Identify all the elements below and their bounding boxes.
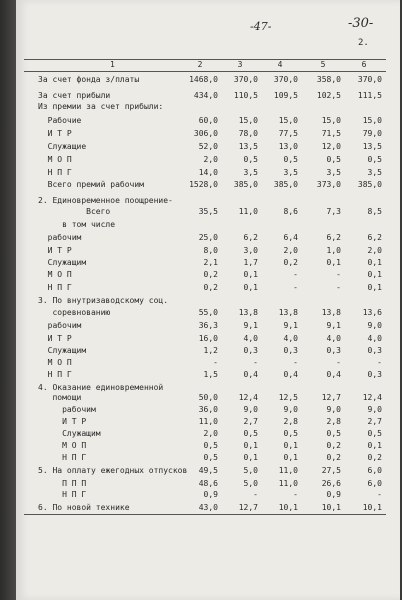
cell-col-3: - bbox=[253, 490, 258, 499]
table-row bbox=[0, 129, 400, 139]
cell-col-5: - bbox=[336, 270, 341, 279]
cell-col-4: 8,6 bbox=[283, 207, 298, 216]
cell-col-3: 385,0 bbox=[233, 180, 258, 189]
cell-col-4: 9,0 bbox=[283, 405, 298, 414]
table-row bbox=[0, 75, 400, 85]
row-label: Служащим bbox=[38, 258, 87, 267]
cell-col-6: 3,5 bbox=[367, 168, 382, 177]
cell-col-4: - bbox=[293, 358, 298, 367]
row-label: в том числе bbox=[38, 220, 116, 229]
cell-col-3: 370,0 bbox=[233, 75, 258, 84]
row-label: Н П Г bbox=[38, 490, 87, 499]
row-label: Служащие bbox=[38, 142, 87, 151]
cell-col-4: 0,5 bbox=[283, 429, 298, 438]
cell-col-4: 11,0 bbox=[278, 466, 298, 475]
cell-col-6: - bbox=[377, 490, 382, 499]
table-row bbox=[0, 220, 400, 230]
cell-col-4: 77,5 bbox=[278, 129, 298, 138]
cell-col-4: 2,8 bbox=[283, 417, 298, 426]
row-label: И Т Р bbox=[38, 417, 87, 426]
cell-col-4: 13,8 bbox=[278, 308, 298, 317]
header-col-1: 1 bbox=[110, 60, 115, 69]
row-label: Н П Г bbox=[38, 168, 72, 177]
page-number-handwritten: -30- bbox=[348, 16, 374, 31]
cell-col-6: 0,1 bbox=[367, 441, 382, 450]
table-header bbox=[0, 60, 400, 70]
cell-col-6: 9,0 bbox=[367, 321, 382, 330]
table-row bbox=[0, 102, 400, 112]
cell-col-6: 370,0 bbox=[357, 75, 382, 84]
row-label: 4. Оказание единовременной bbox=[38, 383, 164, 392]
cell-col-2: 60,0 bbox=[198, 116, 218, 125]
cell-col-5: 6,2 bbox=[326, 233, 341, 242]
cell-col-2: 49,5 bbox=[198, 466, 218, 475]
table-row bbox=[0, 370, 400, 380]
cell-col-4: 2,0 bbox=[283, 246, 298, 255]
cell-col-3: 0,5 bbox=[243, 155, 258, 164]
cell-col-5: 12,0 bbox=[321, 142, 341, 151]
header-col-4: 4 bbox=[277, 60, 283, 69]
row-label: Рабочие bbox=[38, 116, 82, 125]
cell-col-4: 15,0 bbox=[278, 116, 298, 125]
table-row bbox=[0, 270, 400, 280]
row-label: П П П bbox=[38, 479, 87, 488]
table-row bbox=[0, 503, 400, 513]
cell-col-4: 0,5 bbox=[283, 155, 298, 164]
table-row bbox=[0, 155, 400, 165]
row-label: Н П Г bbox=[38, 370, 72, 379]
cell-col-4: 11,0 bbox=[278, 479, 298, 488]
table-row bbox=[0, 233, 400, 243]
cell-col-4: 9,1 bbox=[283, 321, 298, 330]
cell-col-3: 2,7 bbox=[243, 417, 258, 426]
table-row bbox=[0, 283, 400, 293]
cell-col-2: 306,0 bbox=[193, 129, 218, 138]
cell-col-4: 0,4 bbox=[283, 370, 298, 379]
cell-col-6: - bbox=[377, 358, 382, 367]
cell-col-3: 0,4 bbox=[243, 370, 258, 379]
cell-col-3: 6,2 bbox=[243, 233, 258, 242]
page-number-typed: 2. bbox=[358, 38, 369, 48]
cell-col-4: 0,3 bbox=[283, 346, 298, 355]
table-row bbox=[0, 429, 400, 439]
cell-col-2: 0,2 bbox=[203, 270, 218, 279]
cell-col-3: 13,8 bbox=[238, 308, 258, 317]
row-label: За счет прибыли bbox=[38, 91, 111, 100]
cell-col-2: 36,3 bbox=[198, 321, 218, 330]
row-label: Служащим bbox=[38, 429, 101, 438]
cell-col-5: 0,4 bbox=[326, 370, 341, 379]
cell-col-2: 50,0 bbox=[198, 393, 218, 402]
cell-col-2: 1528,0 bbox=[189, 180, 218, 189]
cell-col-2: 2,1 bbox=[203, 258, 218, 267]
cell-col-3: 3,0 bbox=[243, 246, 258, 255]
cell-col-5: 71,5 bbox=[321, 129, 341, 138]
cell-col-5: 0,5 bbox=[326, 429, 341, 438]
cell-col-2: 2,0 bbox=[203, 429, 218, 438]
cell-col-2: - bbox=[213, 358, 218, 367]
cell-col-5: - bbox=[336, 283, 341, 292]
row-label: рабочим bbox=[38, 405, 96, 414]
cell-col-5: 102,5 bbox=[316, 91, 341, 100]
table-row bbox=[0, 308, 400, 318]
cell-col-2: 52,0 bbox=[198, 142, 218, 151]
cell-col-6: 9,0 bbox=[367, 405, 382, 414]
cell-col-6: 2,7 bbox=[367, 417, 382, 426]
cell-col-4: 0,1 bbox=[283, 453, 298, 462]
row-label: Всего bbox=[38, 207, 111, 216]
cell-col-2: 0,9 bbox=[203, 490, 218, 499]
cell-col-6: 2,0 bbox=[367, 246, 382, 255]
cell-col-4: - bbox=[293, 270, 298, 279]
cell-col-6: 4,0 bbox=[367, 334, 382, 343]
cell-col-6: 12,4 bbox=[362, 393, 382, 402]
table-row bbox=[0, 296, 400, 306]
cell-col-5: 12,7 bbox=[321, 393, 341, 402]
header-col-6: 6 bbox=[361, 60, 367, 69]
cell-col-4: 10,1 bbox=[278, 503, 298, 512]
cell-col-2: 434,0 bbox=[193, 91, 218, 100]
table-row bbox=[0, 246, 400, 256]
cell-col-2: 43,0 bbox=[198, 503, 218, 512]
table-row bbox=[0, 116, 400, 126]
table-row bbox=[0, 358, 400, 368]
cell-col-2: 11,0 bbox=[198, 417, 218, 426]
cell-col-2: 8,0 bbox=[203, 246, 218, 255]
cell-col-5: 7,3 bbox=[326, 207, 341, 216]
cell-col-6: 0,1 bbox=[367, 258, 382, 267]
cell-col-3: 0,1 bbox=[243, 441, 258, 450]
cell-col-3: 11,0 bbox=[238, 207, 258, 216]
cell-col-5: 2,8 bbox=[326, 417, 341, 426]
row-label: соревнованию bbox=[38, 308, 111, 317]
cell-col-4: 370,0 bbox=[273, 75, 298, 84]
row-label: 2. Единовременное поощрение- bbox=[38, 196, 173, 205]
table-row bbox=[0, 466, 400, 476]
cell-col-5: 15,0 bbox=[321, 116, 341, 125]
cell-col-3: 1,7 bbox=[243, 258, 258, 267]
cell-col-6: 0,2 bbox=[367, 453, 382, 462]
cell-col-3: 12,4 bbox=[238, 393, 258, 402]
cell-col-4: - bbox=[293, 283, 298, 292]
row-label: М О П bbox=[38, 155, 72, 164]
cell-col-3: 15,0 bbox=[238, 116, 258, 125]
cell-col-3: 5,0 bbox=[243, 466, 258, 475]
cell-col-3: 4,0 bbox=[243, 334, 258, 343]
cell-col-5: 358,0 bbox=[316, 75, 341, 84]
cell-col-3: 12,7 bbox=[238, 503, 258, 512]
cell-col-4: - bbox=[293, 490, 298, 499]
table-row bbox=[0, 393, 400, 403]
cell-col-2: 48,6 bbox=[198, 479, 218, 488]
table-row bbox=[0, 207, 400, 217]
cell-col-4: 13,0 bbox=[278, 142, 298, 151]
cell-col-5: 26,6 bbox=[321, 479, 341, 488]
row-label: рабочим bbox=[38, 321, 82, 330]
cell-col-3: 9,1 bbox=[243, 321, 258, 330]
table-row bbox=[0, 180, 400, 190]
cell-col-3: 5,0 bbox=[243, 479, 258, 488]
table-row bbox=[0, 334, 400, 344]
row-label: М О П bbox=[38, 441, 87, 450]
cell-col-3: 110,5 bbox=[233, 91, 258, 100]
cell-col-2: 25,0 bbox=[198, 233, 218, 242]
cell-col-5: 373,0 bbox=[316, 180, 341, 189]
cell-col-2: 0,2 bbox=[203, 283, 218, 292]
table-row bbox=[0, 490, 400, 500]
header-col-3: 3 bbox=[237, 60, 243, 69]
cell-col-4: 4,0 bbox=[283, 334, 298, 343]
row-label: 3. По внутризаводскому соц. bbox=[38, 296, 169, 305]
cell-col-2: 1,5 bbox=[203, 370, 218, 379]
cell-col-2: 14,0 bbox=[198, 168, 218, 177]
row-label: 5. На оплату ежегодных отпусков bbox=[38, 466, 188, 475]
header-col-5: 5 bbox=[320, 60, 326, 69]
cell-col-3: 13,5 bbox=[238, 142, 258, 151]
cell-col-5: 10,1 bbox=[321, 503, 341, 512]
cell-col-6: 111,5 bbox=[357, 91, 382, 100]
cell-col-4: 385,0 bbox=[273, 180, 298, 189]
cell-col-3: 0,3 bbox=[243, 346, 258, 355]
table-row bbox=[0, 196, 400, 206]
table-row bbox=[0, 168, 400, 178]
cell-col-3: 3,5 bbox=[243, 168, 258, 177]
table-bottom-rule bbox=[24, 514, 386, 515]
cell-col-5: 13,8 bbox=[321, 308, 341, 317]
cell-col-2: 0,5 bbox=[203, 441, 218, 450]
cell-col-2: 16,0 bbox=[198, 334, 218, 343]
cell-col-2: 36,0 bbox=[198, 405, 218, 414]
table-row bbox=[0, 321, 400, 331]
cell-col-3: 0,1 bbox=[243, 453, 258, 462]
cell-col-3: - bbox=[253, 358, 258, 367]
table-header-rule bbox=[24, 71, 386, 72]
cell-col-2: 1,2 bbox=[203, 346, 218, 355]
cell-col-6: 15,0 bbox=[362, 116, 382, 125]
cell-col-6: 0,3 bbox=[367, 370, 382, 379]
cell-col-5: 0,3 bbox=[326, 346, 341, 355]
row-label: И Т Р bbox=[38, 246, 72, 255]
cell-col-6: 13,6 bbox=[362, 308, 382, 317]
cell-col-2: 35,5 bbox=[198, 207, 218, 216]
cell-col-5: 1,0 bbox=[326, 246, 341, 255]
cell-col-5: 0,2 bbox=[326, 441, 341, 450]
row-label: И Т Р bbox=[38, 334, 72, 343]
cell-col-6: 0,1 bbox=[367, 270, 382, 279]
cell-col-5: 4,0 bbox=[326, 334, 341, 343]
cell-col-3: 9,0 bbox=[243, 405, 258, 414]
table-row bbox=[0, 258, 400, 268]
table-row bbox=[0, 417, 400, 427]
cell-col-6: 385,0 bbox=[357, 180, 382, 189]
cell-col-5: 27,5 bbox=[321, 466, 341, 475]
cell-col-6: 0,5 bbox=[367, 429, 382, 438]
row-label: За счет фонда з/платы bbox=[38, 75, 140, 84]
table-row bbox=[0, 441, 400, 451]
cell-col-6: 10,1 bbox=[362, 503, 382, 512]
cell-col-6: 0,1 bbox=[367, 283, 382, 292]
row-label: И Т Р bbox=[38, 129, 72, 138]
table-row bbox=[0, 91, 400, 101]
cell-col-3: 0,5 bbox=[243, 429, 258, 438]
cell-col-4: 3,5 bbox=[283, 168, 298, 177]
cell-col-4: 109,5 bbox=[273, 91, 298, 100]
table-row bbox=[0, 479, 400, 489]
cell-col-3: 78,0 bbox=[238, 129, 258, 138]
cell-col-6: 6,0 bbox=[367, 466, 382, 475]
cell-col-2: 0,5 bbox=[203, 453, 218, 462]
cell-col-6: 8,5 bbox=[367, 207, 382, 216]
cell-col-5: 0,5 bbox=[326, 155, 341, 164]
row-label: М О П bbox=[38, 270, 72, 279]
cell-col-5: 9,0 bbox=[326, 405, 341, 414]
cell-col-2: 55,0 bbox=[198, 308, 218, 317]
cell-col-4: 12,5 bbox=[278, 393, 298, 402]
cell-col-4: 6,4 bbox=[283, 233, 298, 242]
cell-col-6: 79,0 bbox=[362, 129, 382, 138]
row-label: Служащим bbox=[38, 346, 87, 355]
cell-col-5: 0,1 bbox=[326, 258, 341, 267]
header-col-2: 2 bbox=[197, 60, 203, 69]
table-row bbox=[0, 142, 400, 152]
cell-col-5: 0,2 bbox=[326, 453, 341, 462]
archive-number: -47- bbox=[250, 20, 272, 33]
cell-col-2: 2,0 bbox=[203, 155, 218, 164]
row-label: Н П Г bbox=[38, 283, 72, 292]
cell-col-5: 0,9 bbox=[326, 490, 341, 499]
row-label: 6. По новой технике bbox=[38, 503, 130, 512]
table-row bbox=[0, 453, 400, 463]
table-row bbox=[0, 383, 400, 393]
cell-col-6: 13,5 bbox=[362, 142, 382, 151]
table-row bbox=[0, 405, 400, 415]
cell-col-3: 0,1 bbox=[243, 283, 258, 292]
cell-col-2: 1468,0 bbox=[189, 75, 218, 84]
row-label: Из премии за счет прибыли: bbox=[38, 102, 164, 111]
row-label: Н П Г bbox=[38, 453, 87, 462]
cell-col-5: 9,1 bbox=[326, 321, 341, 330]
cell-col-4: 0,2 bbox=[283, 258, 298, 267]
row-label: помощи bbox=[38, 393, 82, 402]
cell-col-6: 0,3 bbox=[367, 346, 382, 355]
cell-col-5: - bbox=[336, 358, 341, 367]
cell-col-5: 3,5 bbox=[326, 168, 341, 177]
row-label: М О П bbox=[38, 358, 72, 367]
cell-col-3: 0,1 bbox=[243, 270, 258, 279]
cell-col-6: 6,2 bbox=[367, 233, 382, 242]
table-row bbox=[0, 346, 400, 356]
row-label: Всего премий рабочим bbox=[38, 180, 144, 189]
cell-col-6: 6,0 bbox=[367, 479, 382, 488]
cell-col-6: 0,5 bbox=[367, 155, 382, 164]
row-label: рабочим bbox=[38, 233, 82, 242]
cell-col-4: 0,1 bbox=[283, 441, 298, 450]
